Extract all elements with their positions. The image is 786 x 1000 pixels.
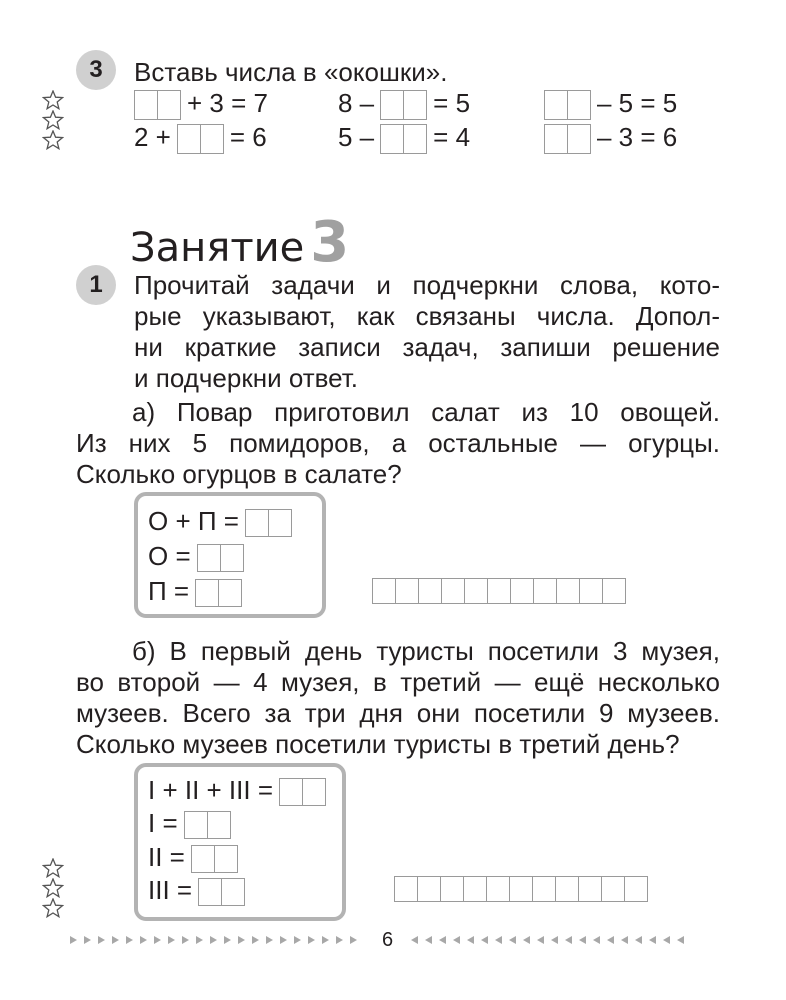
problem-a-text: а) Повар приготовил салат из 10 овощей. Из них 5 помидоров, а остальные — огурцы. Сколько огурцов в салате? [76, 397, 720, 489]
triangle-right-icon [168, 936, 175, 944]
equation-4: 2 + = 6 [134, 122, 267, 154]
triangle-left-icon [635, 936, 642, 944]
triangle-right-icon [70, 936, 77, 944]
triangle-left-icon [411, 936, 418, 944]
triangle-left-icon [551, 936, 558, 944]
answer-box[interactable] [380, 124, 427, 154]
triangle-left-icon [523, 936, 530, 944]
task-1-badge: 1 [76, 265, 116, 305]
triangle-right-icon [140, 936, 147, 944]
page-footer [70, 930, 720, 950]
record-b-3: II = [148, 842, 244, 873]
triangle-left-icon [649, 936, 656, 944]
triangle-left-icon [509, 936, 516, 944]
equation-2: 8 – = 5 [338, 88, 470, 120]
triangle-right-icon [84, 936, 91, 944]
triangle-right-icon [336, 936, 343, 944]
answer-box[interactable] [544, 90, 591, 120]
answer-box[interactable] [380, 90, 427, 120]
triangle-right-icon [154, 936, 161, 944]
solution-grid-b[interactable] [394, 876, 648, 902]
task-3-badge: 3 [76, 50, 116, 90]
triangle-right-icon [350, 936, 357, 944]
triangle-left-icon [565, 936, 572, 944]
answer-box[interactable] [197, 544, 244, 572]
record-b-1: I + II + III = [148, 775, 332, 806]
lesson-title: Занятие 3 [130, 210, 350, 275]
star-icon [42, 110, 64, 130]
task-1-instruction: Прочитай задачи и подчеркни слова, кото- рые указывают, как связаны числа. Допол- ни краткие записи задач, запиши решение и подчеркни ответ. [134, 270, 720, 393]
triangle-right-icon [294, 936, 301, 944]
triangle-left-icon [621, 936, 628, 944]
triangle-right-icon [238, 936, 245, 944]
triangle-left-icon [481, 936, 488, 944]
star-icon [42, 90, 64, 110]
triangle-left-icon [467, 936, 474, 944]
triangle-right-icon [308, 936, 315, 944]
problem-b-text: б) В первый день туристы посетили 3 музея, во второй — 4 музея, в третий — ещё несколько музеев. Всего за три дня они посетили 9 музеев. Сколько музеев посетили туристы в третий день? [76, 636, 720, 759]
answer-box[interactable] [544, 124, 591, 154]
record-a-1: О + П = [148, 506, 298, 537]
triangle-left-icon [677, 936, 684, 944]
triangle-left-icon [593, 936, 600, 944]
footer-arrows-left [70, 936, 364, 944]
task-3-instruction: Вставь числа в «окошки». [134, 57, 448, 87]
answer-box[interactable] [195, 579, 242, 607]
triangle-left-icon [607, 936, 614, 944]
star-icon [42, 898, 64, 918]
equation-1: + 3 = 7 [128, 88, 268, 120]
equation-6: – 3 = 6 [538, 122, 677, 154]
answer-box[interactable] [279, 778, 326, 806]
answer-box[interactable] [184, 811, 231, 839]
star-icon [42, 858, 64, 878]
triangle-left-icon [537, 936, 544, 944]
answer-box[interactable] [245, 509, 292, 537]
star-icon [42, 878, 64, 898]
equation-5: 5 – = 4 [338, 122, 470, 154]
star-icon [42, 130, 64, 150]
record-b-2: I = [148, 808, 237, 839]
triangle-left-icon [579, 936, 586, 944]
triangle-right-icon [266, 936, 273, 944]
page-number: 6 [382, 928, 394, 951]
triangle-left-icon [663, 936, 670, 944]
difficulty-stars [42, 858, 66, 918]
triangle-right-icon [224, 936, 231, 944]
triangle-right-icon [126, 936, 133, 944]
record-a-2: О = [148, 541, 250, 572]
solution-grid-a[interactable] [372, 578, 626, 604]
difficulty-stars [42, 90, 66, 150]
answer-box[interactable] [177, 124, 224, 154]
triangle-right-icon [196, 936, 203, 944]
triangle-left-icon [453, 936, 460, 944]
record-a-3: П = [148, 576, 248, 607]
triangle-right-icon [98, 936, 105, 944]
answer-box[interactable] [198, 878, 245, 906]
triangle-right-icon [252, 936, 259, 944]
triangle-left-icon [495, 936, 502, 944]
record-b-4: III = [148, 875, 251, 906]
answer-box[interactable] [134, 90, 181, 120]
triangle-right-icon [322, 936, 329, 944]
triangle-left-icon [425, 936, 432, 944]
triangle-right-icon [182, 936, 189, 944]
triangle-right-icon [112, 936, 119, 944]
answer-box[interactable] [191, 845, 238, 873]
triangle-right-icon [210, 936, 217, 944]
triangle-left-icon [439, 936, 446, 944]
triangle-right-icon [280, 936, 287, 944]
equation-3: – 5 = 5 [538, 88, 677, 120]
footer-arrows-right [411, 936, 691, 944]
